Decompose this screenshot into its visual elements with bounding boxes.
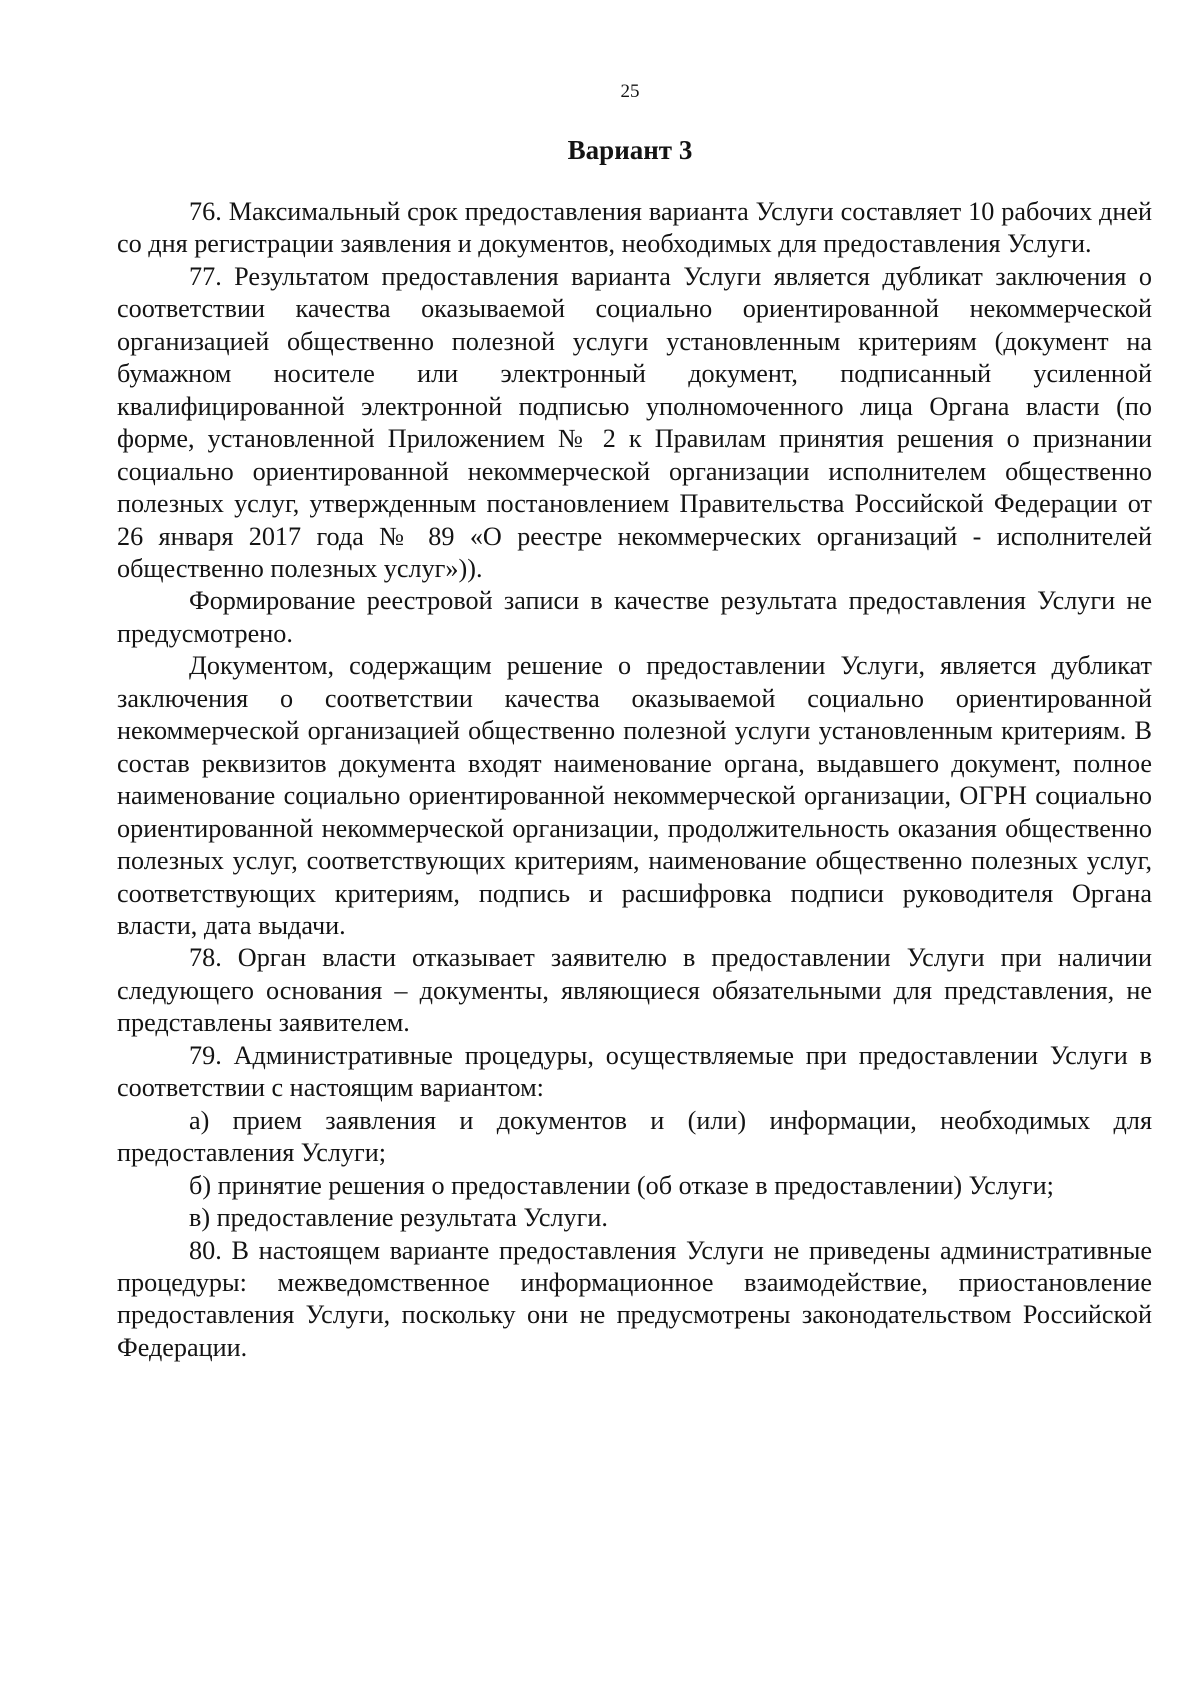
list-item-b: б) принятие решения о предоставлении (об отказе в предоставлении) Услуги; bbox=[189, 1170, 1054, 1200]
section-heading: Вариант 3 bbox=[567, 135, 693, 165]
paragraph-decision-document: Документом, содержащим решение о предоставлении Услуги, является дубликат заключения о соответствии качества оказываемой социально ориентированной некоммерческой организацией общественно полезной услуги установленным критериям. В состав реквизитов документа входят наименование органа, выдавшего документ, полное наименование социально ориентированной некоммерческой организации, ОГРН социально ориентированной некоммерческой организации, продолжительность оказания общественно полезных услуг, соответствующих критериям, наименование общественно полезных услуг, соответствующих критериям, подпись и расшифровка подписи руководителя Органа власти, дата выдачи. bbox=[117, 651, 1152, 940]
paragraph-79: 79. Административные процедуры, осуществляемые при предоставлении Услуги в соответствии с настоящим вариантом: bbox=[117, 1040, 1152, 1103]
list-item-c: в) предоставление результата Услуги. bbox=[189, 1203, 608, 1233]
paragraph-registry-record: Формирование реестровой записи в качестве результата предоставления Услуги не предусмотрено. bbox=[117, 586, 1152, 648]
paragraph-78: 78. Орган власти отказывает заявителю в предоставлении Услуги при наличии следующего основания – документы, являющиеся обязательными для представления, не представлены заявителем. bbox=[117, 943, 1152, 1038]
page-number: 25 bbox=[620, 81, 640, 102]
document-body bbox=[117, 196, 1152, 1364]
list-item-a: а) прием заявления и документов и (или) информации, необходимых для предоставления Услуги; bbox=[117, 1105, 1152, 1168]
paragraph-80: 80. В настоящем варианте предоставления Услуги не приведены административные процедуры: межведомственное информационное взаимодействие, приостановление предоставления Услуги, поскольку они не предусмотрены законодательством Российской Федерации. bbox=[117, 1235, 1152, 1362]
paragraph-77: 77. Результатом предоставления варианта Услуги является дубликат заключения о соответствии качества оказываемой социально ориентированной некоммерческой организацией общественно полезной услуги установленным критериям (документ на бумажном носителе или электронный документ, подписанный усиленной квалифицированной электронной подписью уполномоченного лица Органа власти (по форме, установленной Приложением № 2 к Правилам принятия решения о признании социально ориентированной некоммерческой организации исполнителем общественно полезных услуг, утвержденным постановлением Правительства Российской Федерации от 26 января 2017 года № 89 «О реестре некоммерческих организаций - исполнителей общественно полезных услуг»)). bbox=[117, 261, 1152, 583]
paragraph-76: 76. Максимальный срок предоставления варианта Услуги составляет 10 рабочих дней со дня регистрации заявления и документов, необходимых для предоставления Услуги. bbox=[117, 197, 1152, 259]
